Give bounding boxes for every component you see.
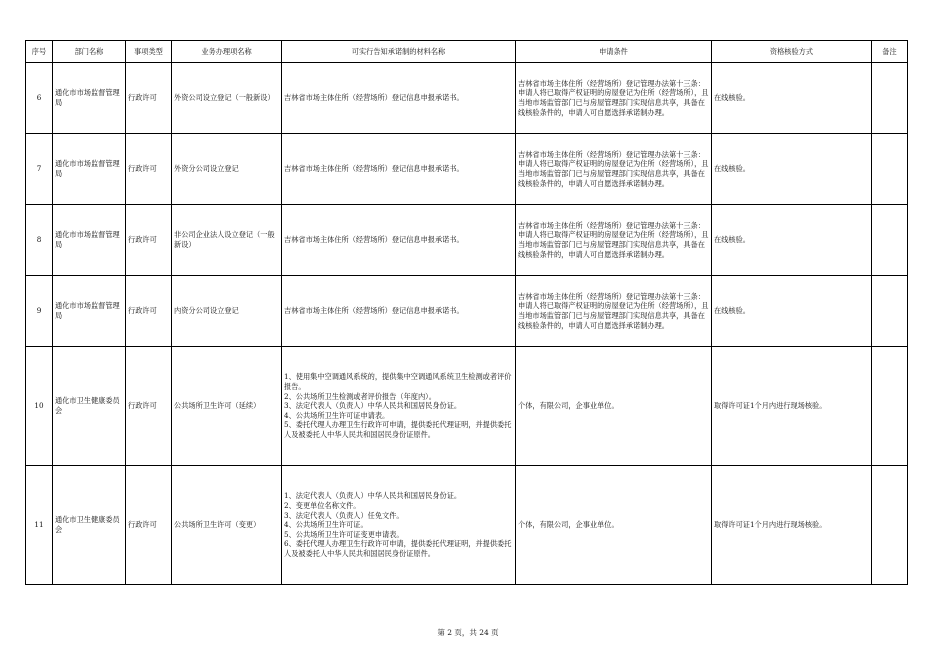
table-row <box>26 347 908 466</box>
cell-no: 10 <box>26 347 53 466</box>
cell-remark <box>872 466 908 585</box>
cell-no: 8 <box>26 205 53 276</box>
cell-verify: 在线核验。 <box>712 134 872 205</box>
cell-dept: 通化市市场监督管理局 <box>53 134 126 205</box>
header-materials: 可实行告知承诺制的材料名称 <box>282 41 516 63</box>
cell-conditions: 吉林省市场主体住所（经营场所）登记管理办法第十三条：申请人将已取得产权证明的房屋登记为住所（经营场所），且当地市场监管部门已与房屋管理部门实现信息共享，具备在线核验条件的，申请人可自愿选择承诺制办理。 <box>516 205 712 276</box>
cell-dept: 通化市卫生健康委员会 <box>53 466 126 585</box>
header-verify: 资格核验方式 <box>712 41 872 63</box>
cell-item: 非公司企业法人设立登记（一般新设） <box>172 205 282 276</box>
header-type: 事项类型 <box>126 41 172 63</box>
cell-conditions: 个体，有限公司，企事业单位。 <box>516 347 712 466</box>
cell-conditions: 吉林省市场主体住所（经营场所）登记管理办法第十三条：申请人将已取得产权证明的房屋登记为住所（经营场所），且当地市场监管部门已与房屋管理部门实现信息共享，具备在线核验条件的，申请人可自愿选择承诺制办理。 <box>516 276 712 347</box>
header-conditions: 申请条件 <box>516 41 712 63</box>
cell-type: 行政许可 <box>126 347 172 466</box>
header-no: 序号 <box>26 41 53 63</box>
cell-remark <box>872 63 908 134</box>
cell-materials: 吉林省市场主体住所（经营场所）登记信息申报承诺书。 <box>282 134 516 205</box>
table-row <box>26 205 908 276</box>
cell-item: 内资分公司设立登记 <box>172 276 282 347</box>
cell-verify: 取得许可证1个月内进行现场核验。 <box>712 466 872 585</box>
cell-no: 9 <box>26 276 53 347</box>
cell-materials: 吉林省市场主体住所（经营场所）登记信息申报承诺书。 <box>282 63 516 134</box>
cell-conditions: 个体，有限公司，企事业单位。 <box>516 466 712 585</box>
cell-type: 行政许可 <box>126 63 172 134</box>
page-footer: 第 2 页，共 24 页 <box>437 628 499 637</box>
cell-item: 外资公司设立登记（一般新设） <box>172 63 282 134</box>
cell-item: 公共场所卫生许可（变更） <box>172 466 282 585</box>
cell-materials: 1、法定代表人（负责人）中华人民共和国居民身份证。 2、变更单位名称文件。 3、法定代表人（负责人）任免文件。 4、公共场所卫生许可证。 5、公共场所卫生许可证变更申请表。 6、委托代理人办理卫生行政许可申请，提供委托代理证明，并提供委托人及被委托人中华人民共和国居民身份证原件。 <box>282 466 516 585</box>
cell-verify: 在线核验。 <box>712 205 872 276</box>
cell-remark <box>872 276 908 347</box>
cell-type: 行政许可 <box>126 466 172 585</box>
cell-remark <box>872 205 908 276</box>
items-table <box>25 40 908 585</box>
cell-dept: 通化市市场监督管理局 <box>53 63 126 134</box>
cell-dept: 通化市市场监督管理局 <box>53 205 126 276</box>
table-row <box>26 276 908 347</box>
table-row <box>26 134 908 205</box>
cell-item: 外资分公司设立登记 <box>172 134 282 205</box>
cell-dept: 通化市卫生健康委员会 <box>53 347 126 466</box>
cell-materials: 吉林省市场主体住所（经营场所）登记信息申报承诺书。 <box>282 276 516 347</box>
cell-materials: 1、使用集中空调通风系统的，提供集中空调通风系统卫生检测或者评价报告。 2、公共场所卫生检测或者评价报告（年度内）。 3、法定代表人（负责人）中华人民共和国居民身份证。 4、公共场所卫生许可证申请表。 5、委托代理人办理卫生行政许可申请，提供委托代理证明，并提供委托人及被委托人中华人民共和国居民身份证原件。 <box>282 347 516 466</box>
cell-type: 行政许可 <box>126 134 172 205</box>
header-remark: 备注 <box>872 41 908 63</box>
cell-conditions: 吉林省市场主体住所（经营场所）登记管理办法第十三条：申请人将已取得产权证明的房屋登记为住所（经营场所），且当地市场监管部门已与房屋管理部门实现信息共享，具备在线核验条件的，申请人可自愿选择承诺制办理。 <box>516 63 712 134</box>
table-row <box>26 466 908 585</box>
header-dept: 部门名称 <box>53 41 126 63</box>
cell-conditions: 吉林省市场主体住所（经营场所）登记管理办法第十三条：申请人将已取得产权证明的房屋登记为住所（经营场所），且当地市场监管部门已与房屋管理部门实现信息共享，具备在线核验条件的，申请人可自愿选择承诺制办理。 <box>516 134 712 205</box>
header-row <box>26 41 908 63</box>
cell-verify: 取得许可证1个月内进行现场核验。 <box>712 347 872 466</box>
cell-type: 行政许可 <box>126 276 172 347</box>
cell-dept: 通化市市场监督管理局 <box>53 276 126 347</box>
cell-remark <box>872 347 908 466</box>
cell-type: 行政许可 <box>126 205 172 276</box>
cell-item: 公共场所卫生许可（延续） <box>172 347 282 466</box>
header-item: 业务办理项名称 <box>172 41 282 63</box>
cell-verify: 在线核验。 <box>712 63 872 134</box>
cell-no: 6 <box>26 63 53 134</box>
cell-remark <box>872 134 908 205</box>
cell-no: 7 <box>26 134 53 205</box>
cell-materials: 吉林省市场主体住所（经营场所）登记信息申报承诺书。 <box>282 205 516 276</box>
table-row <box>26 63 908 134</box>
cell-verify: 在线核验。 <box>712 276 872 347</box>
cell-no: 11 <box>26 466 53 585</box>
